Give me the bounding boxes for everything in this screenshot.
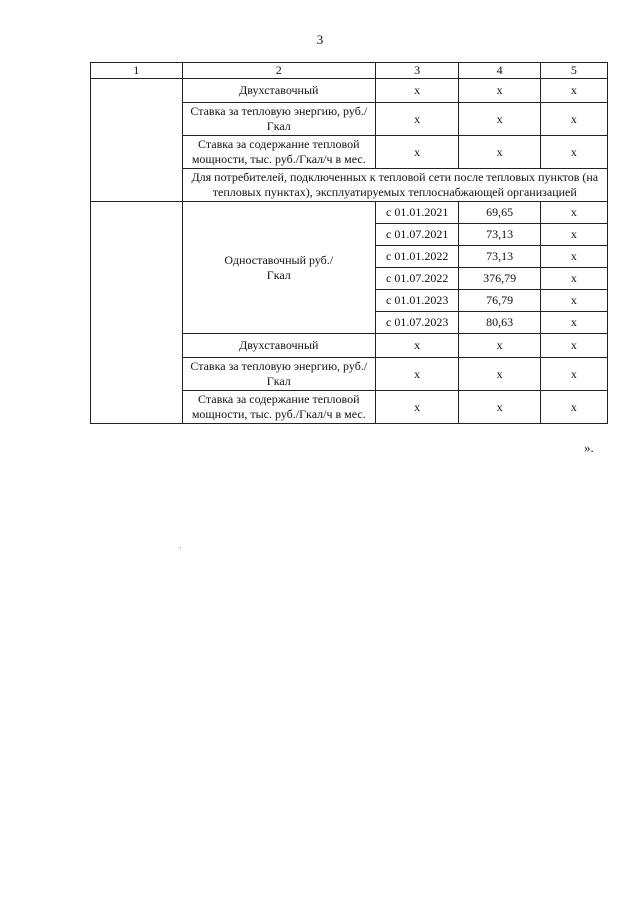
scan-artifact-dot	[180, 547, 181, 548]
period-cell: с 01.07.2023	[375, 312, 458, 334]
group-cell	[91, 202, 183, 424]
column-header: 1	[91, 63, 183, 79]
row-label	[182, 103, 375, 136]
table-row	[91, 79, 608, 103]
period-cell: с 01.07.2021	[375, 224, 458, 246]
page-number: 3	[316, 32, 324, 47]
value-cell: 76,79	[459, 290, 540, 312]
row-label: Двухставочный	[182, 334, 375, 358]
consumer-group-note: Для потребителей, подключенных к тепловой сети после тепловых пунктов (на тепловых пунктах), эксплуатируемых теплоснабжающей организацией	[182, 169, 607, 202]
table-cell: х	[459, 334, 540, 358]
row-label	[182, 358, 375, 391]
period-cell: с 01.01.2021	[375, 202, 458, 224]
period-cell: с 01.07.2022	[375, 268, 458, 290]
column-header: 5	[540, 63, 607, 79]
closing-quote-mark: ».	[584, 440, 594, 455]
row-label-text: Ставка за содержание тепловой мощности, тыс. руб./Гкал/ч в мес.	[191, 137, 366, 166]
column-header: 4	[459, 63, 540, 79]
table-cell: х	[540, 79, 607, 103]
table-cell: х	[540, 358, 607, 391]
table-cell: х	[540, 103, 607, 136]
table-cell: х	[540, 290, 607, 312]
table-cell: х	[459, 136, 540, 169]
row-label-text: Ставка за тепловую энергию, руб./Гкал	[190, 104, 368, 133]
row-label-text: Ставка за тепловую энергию, руб./Гкал	[190, 359, 368, 388]
table-cell: х	[459, 391, 540, 424]
table-cell: х	[459, 79, 540, 103]
table-cell: х	[375, 358, 458, 391]
period-cell: с 01.01.2023	[375, 290, 458, 312]
table-cell: х	[375, 391, 458, 424]
row-label-text: Ставка за содержание тепловой мощности, тыс. руб./Гкал/ч в мес.	[191, 392, 366, 421]
value-cell: 73,13	[459, 224, 540, 246]
table-cell: х	[540, 391, 607, 424]
table-cell: х	[540, 224, 607, 246]
value-cell: 69,65	[459, 202, 540, 224]
row-label: Двухставочный	[182, 79, 375, 103]
period-cell: с 01.01.2022	[375, 246, 458, 268]
table-cell: х	[540, 202, 607, 224]
table-cell: х	[540, 334, 607, 358]
row-label	[182, 391, 375, 424]
table-cell: х	[459, 358, 540, 391]
row-label-text: Одноставочный руб./Гкал	[224, 252, 334, 282]
table-row	[91, 202, 608, 224]
tariff-table	[90, 62, 608, 424]
row-label	[182, 202, 375, 334]
table-cell: х	[375, 334, 458, 358]
header-row	[91, 63, 608, 79]
column-header: 2	[182, 63, 375, 79]
table-cell: х	[375, 79, 458, 103]
column-header: 3	[375, 63, 458, 79]
value-cell: 80,63	[459, 312, 540, 334]
table-cell: х	[540, 312, 607, 334]
table-cell: х	[540, 268, 607, 290]
table-cell: х	[540, 136, 607, 169]
table-cell: х	[459, 103, 540, 136]
table-cell: х	[540, 246, 607, 268]
value-cell: 376,79	[459, 268, 540, 290]
group-cell	[91, 79, 183, 202]
row-label	[182, 136, 375, 169]
table-cell: х	[375, 103, 458, 136]
value-cell: 73,13	[459, 246, 540, 268]
table-cell: х	[375, 136, 458, 169]
